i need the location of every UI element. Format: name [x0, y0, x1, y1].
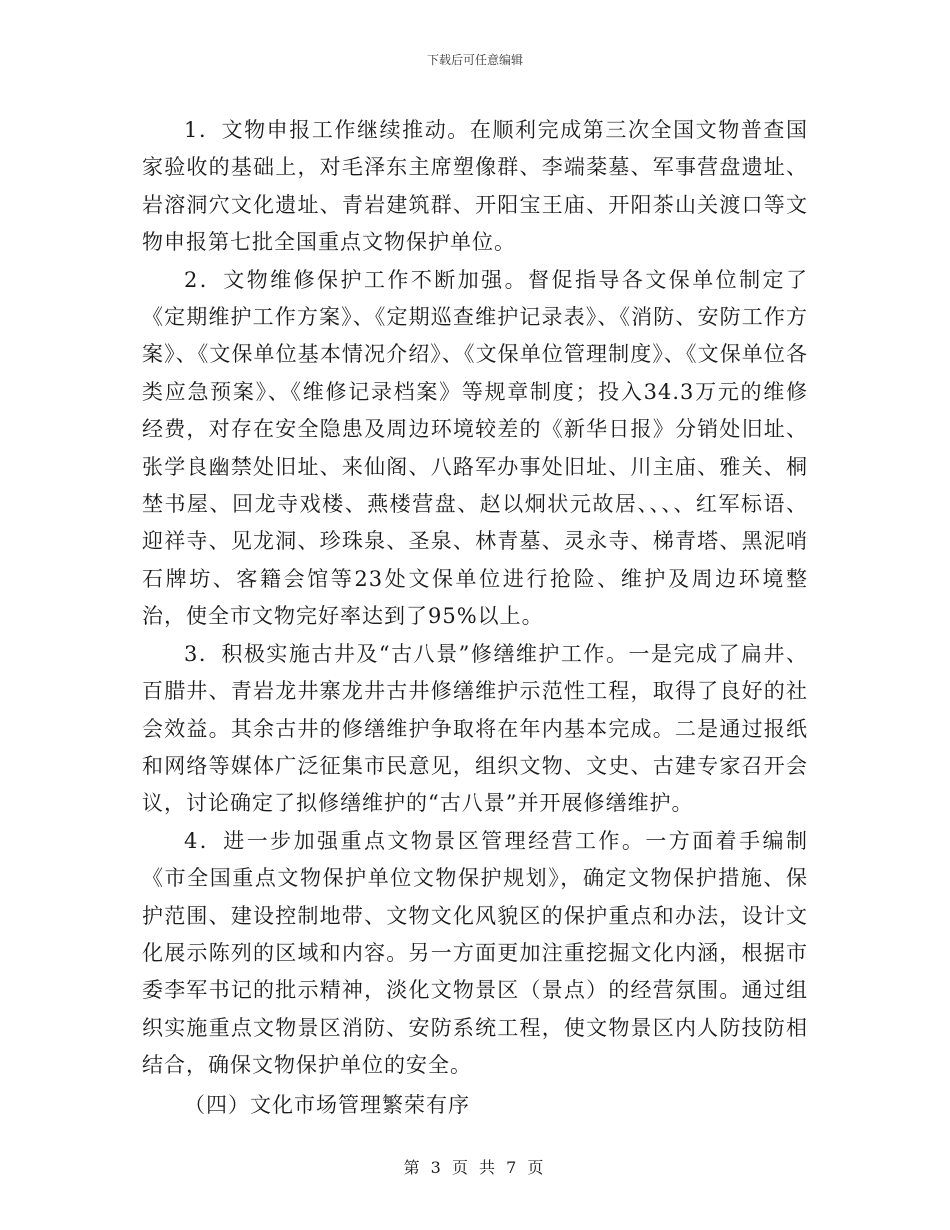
paragraph-ancient-wells: 3．积极实施古井及“古八景”修缮维护工作。一是完成了扁井、百腊井、青岩龙井寨龙井古井修缮维护示范性工程，取得了良好的社会效益。其余古井的修缮维护争取将在年内基本完成。二是通过报纸和网络等媒体广泛征集市民意见，组织文物、文史、古建专家召开会议，讨论确定了拟修缮维护的“古八景”并开展修缮维护。 — [142, 641, 808, 816]
document-body — [142, 112, 808, 1124]
paragraph-relic-maintenance: 2．文物维修保护工作不断加强。督促指导各文保单位制定了《定期维护工作方案》、《定期巡查维护记录表》、《消防、安防工作方案》、《文保单位基本情况介绍》、《文保单位管理制度》、《文保单位各类应急预案》、《维修记录档案》等规章制度；投入34.3万元的维修经费，对存在安全隐患及周边环境较差的《新华日报》分销处旧址、张学良幽禁处旧址、来仙阁、八路军办事处旧址、川主庙、雅关、桐埜书屋、回龙寺戏楼、燕楼营盘、赵以炯状元故居、、、、红军标语、迎祥寺、见龙洞、珍珠泉、圣泉、林青墓、灵永寺、梯青塔、黑泥哨石牌坊、客籍会馆等23处文保单位进行抢险、维护及周边环境整治，使全市文物完好率达到了95%以上。 — [142, 267, 808, 629]
section-heading: （四）文化市场管理繁荣有序 — [184, 1092, 470, 1117]
paragraph-scenic-management: 4．进一步加强重点文物景区管理经营工作。一方面着手编制《市全国重点文物保护单位文物保护规划》，确定文物保护措施、保护范围、建设控制地带、文物文化风貌区的保护重点和办法，设计文化展示陈列的区域和内容。另一方面更加注重挖掘文化内涵，根据市委李军书记的批示精神，淡化文物景区（景点）的经营氛围。通过组织实施重点文物景区消防、安防系统工程，使文物景区内人防技防相结合，确保文物保护单位的安全。 — [142, 828, 808, 1078]
page-header-note: 下载后可任意编辑 — [426, 53, 523, 67]
paragraph-relic-application: 1．文物申报工作继续推动。在顺利完成第三次全国文物普查国家验收的基础上，对毛泽东主席塑像群、李端棻墓、军事营盘遗址、岩溶洞穴文化遗址、青岩建筑群、开阳宝王庙、开阳茶山关渡口等文物申报第七批全国重点文物保护单位。 — [142, 118, 808, 255]
page-number-footer: 第 3 页 共 7 页 — [403, 1158, 547, 1177]
